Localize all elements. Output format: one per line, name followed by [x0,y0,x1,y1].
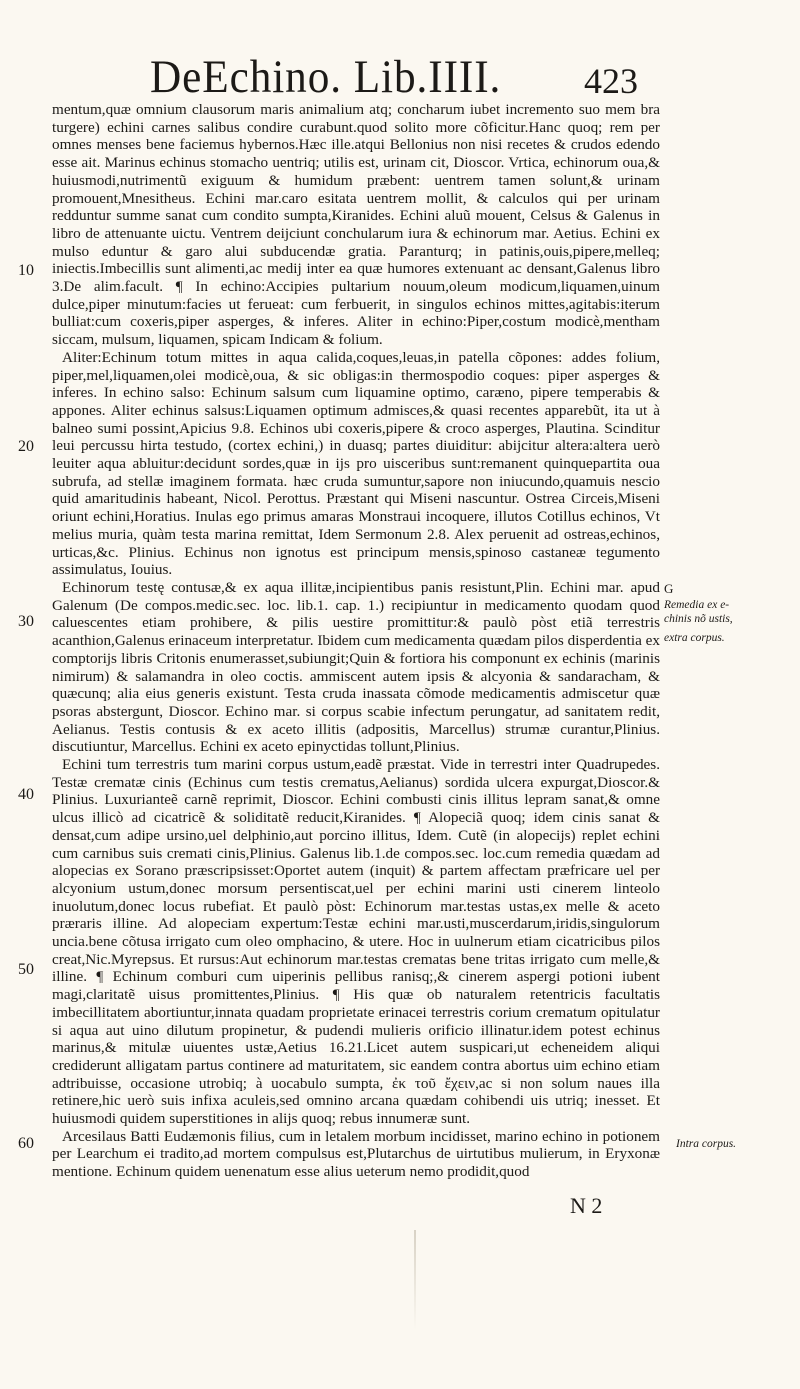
main-text [52,101,660,1281]
margin-note-line: chinis nõ ustis, [664,613,733,625]
margin-note-line: Remedia ex e- [664,599,730,611]
line-number: 20 [18,438,34,455]
line-number: 30 [18,613,34,630]
line-number: 50 [18,961,34,978]
page-number: 423 [584,61,638,101]
running-head: DeEchino. Lib.IIII. [150,51,502,103]
margin-note: Intra corpus. [676,1138,737,1150]
gutter-shadow [414,1230,416,1330]
line-number: 10 [18,262,34,279]
line-number: 40 [18,786,34,803]
paragraph: Echinorum testę contusæ,& ex aqua illitæ,incipientibus panis resistunt,Plin. Echini mar. apud Galenum (De compos.medic.sec. loc. lib.1. cap. 1.) recipiuntur in medicamento quodam quod caluescentes etiam prohibere, & pilis uestire promittitur:& paulò pòst etiã terrestris acanthion,Galenus erinaceum interpretatur. Ibidem cum medicamenta quædam pilos disperdentia ex comptorijs libris Critonis enumerasset,subiungit;Quin & fortiora his componunt ex echinis (marinis nimirum) & salamandra in oleo coctis. ammiscent autem ipsis & alcyonia & sandaracham, & quæcunq; alia eius generis existunt. Testa cruda inassata cõmode medicamentis admiscetur quæ psoras abstergunt, Dioscor. Echino mar. si corpus scabie infectum perungatur, ad sanitatem redit, Aelianus. Testis contusis & ex aceto illitis (adpositis, Marcellus) strumæ curantur,Plinius. discutiuntur, Marcellus. Echini ex aceto epinyctidas tollunt,Plinius. [52,578,660,756]
signature-mark: N 2 [570,1193,603,1218]
margin-note-line: extra corpus. [664,632,725,644]
paragraph: mentum,quæ omnium clausorum maris animalium atq; concharum iubet incremento suo mem bra turgere) echini carnes salibus condire curabunt.quod solito more cõficitur.Hanc quoq; rem per omnes menses bene faciemus hybernos.Hæc ille.atqui Bellonius non nisi recetes & crudos edendo esse ait. Marinus echinus stomacho uentriq; utilis est, urinam cit, Dioscor. Vrtica, echinorum oua,& huiusmodi,nutrimentũ exiguum & humidum præbent: uentrem tamen solunt,& urinam promouent,Mnesitheus. Echini mar.caro esitata uentrem mollit, & calculos qui per urinam redduntur summe sanat cum condito sumpta,Kiranides. Echini aluũ mouent, Celsus & Galenus in libro de attenuante uictu. Ventrem deijciunt conchularum iura & echinorum mar. Aetius. Echini ex mulso eduntur & garo alui subducendæ gratia. Paranturq; in patinis,ouis,pipere,melleq; iniectis.Imbecillis sunt alimenti,ac medij inter ea quæ humores extenuant ac densant,Galenus libro 3.De alim.facult. ¶ In echino:Accipies pultarium nouum,oleum modicum,liquamen,uinum dulce,piper minutum:facies ut feruеat: cum ferbuerit, in singulos echinos mittes,agitabis:iterum bulliat:cum coxeris,piper asperges, & inferes. Aliter in echino:Piper,costum modicè,mentham siccam, mulsum, liquamen, spicam Indicam & folium. [52,101,660,349]
paragraph: Arcesilaus Batti Eudæmonis filius, cum in letalem morbum incidisset, marino echino in potionem per Learchum ei tradito,ad mortem compulsus est,Plutarchus de uirtutibus mulierum, in Eryxonæ mentione. Echinum quidem uenenatum esse alius ueterum nemo prodidit,quod [52,1127,660,1181]
line-number: 60 [18,1135,34,1152]
margin-letter: G [664,581,674,596]
paragraph: Aliter:Echinum totum mittes in aqua calida,coques,leuas,in patella cõpones: addes folium, piper,mel,liquamen,olei modicè,oua, & sic obligas:in thermospodio coques: piper asperges & inferes. In echino salso: Echinum salsum cum liquamine optimo, caræno, pipere temperabis & appones. Aliter echinus salsus:Liquamen optimum admisces,& quasi recentes apparebũt, ita ut à balneo sumi possint,Apicius 9.8. Echinos ubi coxeris,pipere & croco asperges, Plautina. Scinditur leui percussu hirta testudo, (cortex echini,) in duasq; partes diuiditur: abijcitur altera:altera uerò leuiter aqua abluitur:decidunt sordes,quæ in ijs pro uisceribus sunt:remanent quinquepartita oua subrufa, ad stellæ imaginem formata. hæc cruda sumuntur,sapore non iniucundo,quamuis nescio quid amaritudinis habeant, Nicol. Perottus. Præstant qui Miseni nascuntur. Ostrea Circeis,Miseni oriunt echini,Horatius. Inulas ego primus amaras Monstraui incoquere, illutos Cotillus echinos, Vt melius muria, quàm testa marina remittat, Idem Sermonum 2.8. Alex peruenit ad ostreas,echinos, urticas,&c. Plinius. Echinus non ignotus est principum mensis,spinoso castaneæ tegumento assimulatus, Iouius. [52,348,660,579]
paragraph: Echini tum terrestris tum marini corpus ustum,eadẽ præstat. Vide in terrestri inter Quadrupedes. Testæ crematæ cinis (Echinus cum testis crematus,Aelianus) sordida ulcera expurgat,Dioscor.& Plinius. Luxurianteẽ carnẽ reprimit, Dioscor. Echini combusti cinis illitus lepram sanat,& omne ulcus illicò ad cicatricẽ & soliditatẽ reducit,Kiranides. ¶ Alopeciã quoq; idem cinis sanat & densat,cum adipe ursino,uel delphinio,aut porcino illitus, Idem. Cutẽ (in alopecijs) replet echini cum carnibus suis cremati cinis,Plinius. Galenus lib.1.de compos.sec. loc.cum remedia quædam ad alopecias ex Sorano præscripsisset:Oportet autem (inquit) & partem affectam præfricare uel per alcyonium ustum,donec morsum persentiscat,uel per echini marini usti cinerem linteolo inuolutum,donec locus rubefiat. Et paulò pòst: Echinorum mar.testas ustas,ex melle & aceto præraris illine. Ad alopeciam expertum:Testæ echini mar.usti,muscerdarum,iridis,singulorum uncia.bene cõtusa irrigato cum oleo omphacino, & utere. Hoc in uulnerum etiam cicatricibus pilos creat,Nic.Myrepsus. Et rursus:Aut echinorum mar.testas crematas bene tritas irrigato cum melle,& illine. ¶ Echinum comburi cum uiperinis pellibus ranisq;,& cinerem aspergi potioni iubent magi,claritatẽ uisus promittentes,Plinius. ¶ His quæ ob naturalem retentricis facultatis imbecillitatem abortiuntur,innata quadam proprietate erinacei terrestris corium crematum opitulatur si aqua aut uino dilutum propinetur, & pudendi mulieris orificio illinatur.idem potest echinus marinus,& mitulæ uiuentes ustæ,Aetius 16.21.Licet autem suspicari,ut echeneidem aliqui crediderunt alligatam partus continere ad maturitatem, sic eandem contra abortus uim echino etiam adtribuisse, occasione utrobiq; à uocabulo sumpta, ἐκ τοῦ ἔχειν,ac si non solum naues illa retinere,hic uerò suis infixa aculeis,sed omnino arcana quædam cohibendi uis utriq; inesset. Et huiusmodi quidem superstitiones in alijs quoq; rebus innumeræ sunt. [52,756,660,1128]
